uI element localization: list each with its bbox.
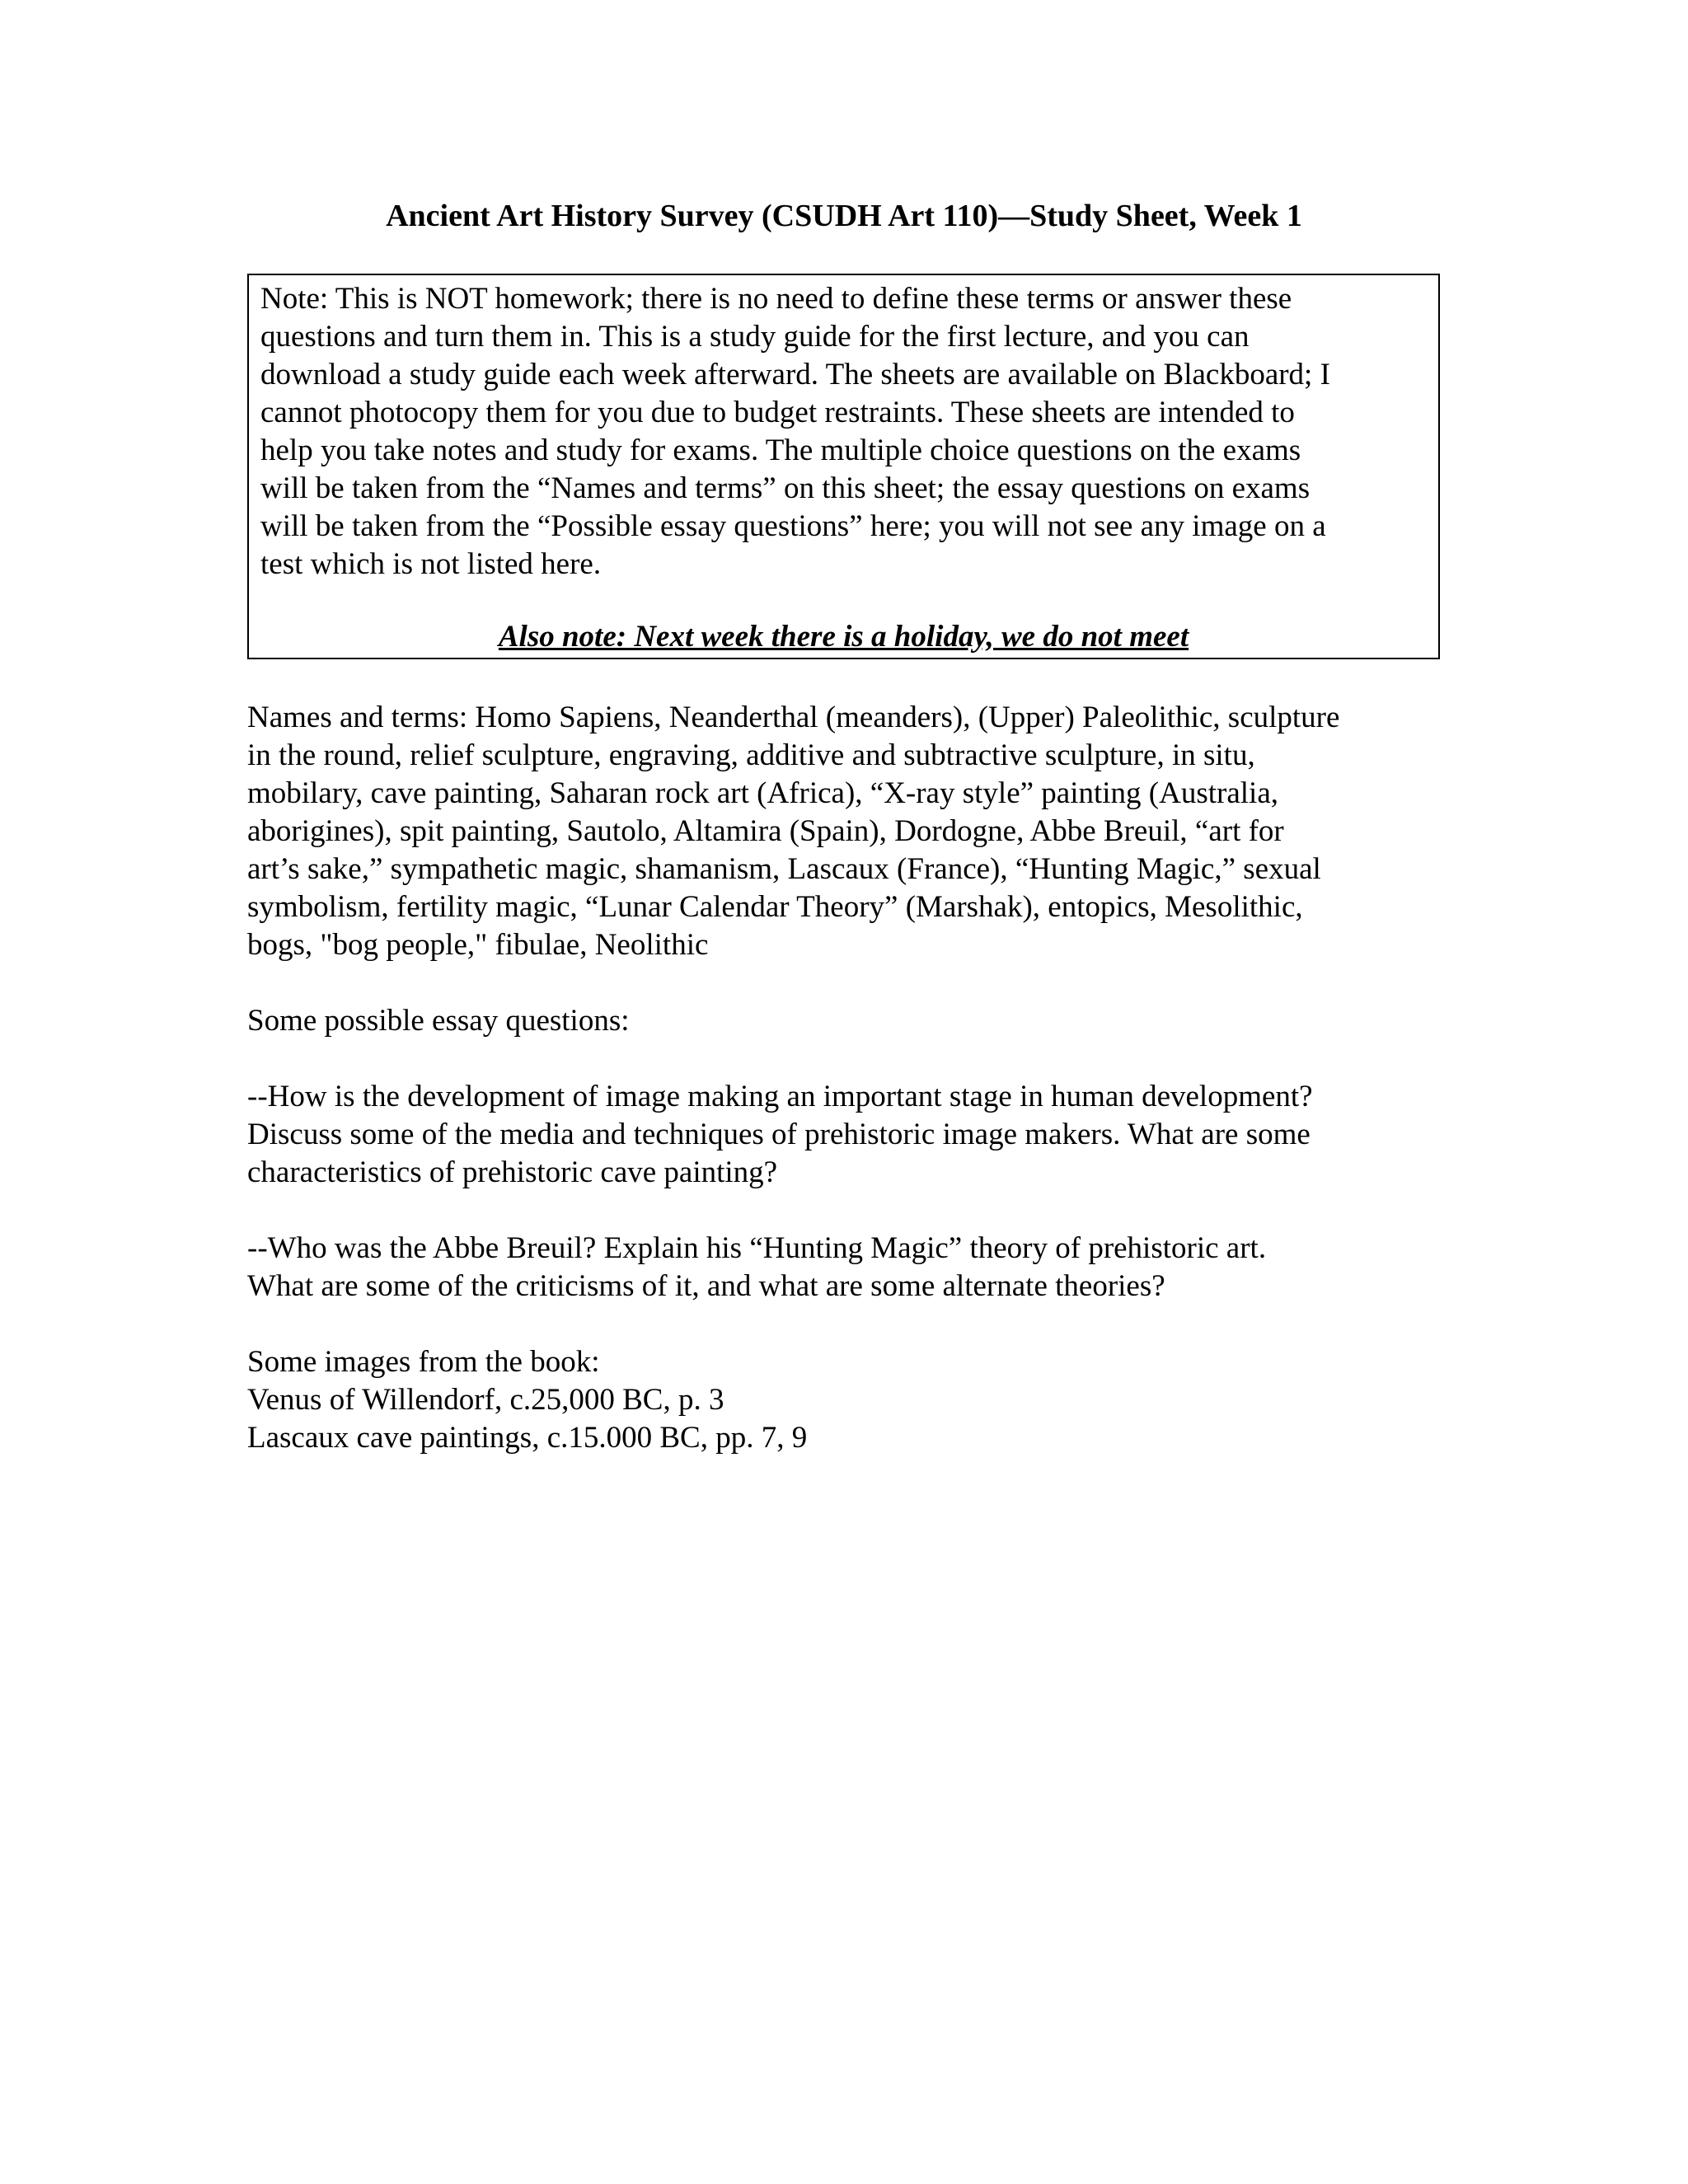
note-line: Note: This is NOT homework; there is no need to define these terms or answer these [260,282,1292,316]
document-title: Ancient Art History Survey (CSUDH Art 110)—Study Sheet, Week 1 [386,199,1302,233]
image-list-item: Lascaux cave paintings, c.15.000 BC, pp. 7, 9 [247,1421,808,1455]
terms-line: in the round, relief sculpture, engraving, additive and subtractive sculpture, in situ, [247,738,1255,772]
image-list-item: Venus of Willendorf, c.25,000 BC, p. 3 [247,1383,724,1417]
essay-line: What are some of the criticisms of it, and what are some alternate theories? [247,1269,1165,1303]
note-paragraph [260,280,1427,583]
note-line: cannot photocopy them for you due to budget restraints. These sheets are intended to [260,396,1295,429]
names-and-terms [247,699,1451,964]
holiday-note: Also note: Next week there is a holiday, we do not meet [498,620,1189,654]
note-line: download a study guide each week afterward. The sheets are available on Blackboard; I [260,358,1330,391]
note-box [247,274,1440,659]
images-heading: Some images from the book: [247,1345,600,1379]
terms-line: Names and terms: Homo Sapiens, Neanderthal (meanders), (Upper) Paleolithic, sculpture [247,701,1340,734]
essay-questions-heading: Some possible essay questions: [247,1004,630,1038]
note-line: test which is not listed here. [260,547,602,581]
terms-line: bogs, "bog people," fibulae, Neolithic [247,928,709,962]
essay-question-1 [247,1078,1451,1192]
terms-line: art’s sake,” sympathetic magic, shamanism, Lascaux (France), “Hunting Magic,” sexual [247,852,1321,886]
essay-line: characteristics of prehistoric cave painting? [247,1155,778,1189]
note-line: help you take notes and study for exams. The multiple choice questions on the exams [260,434,1301,467]
terms-line: aborigines), spit painting, Sautolo, Altamira (Spain), Dordogne, Abbe Breuil, “art for [247,814,1284,848]
terms-line: symbolism, fertility magic, “Lunar Calendar Theory” (Marshak), entopics, Mesolithic, [247,890,1303,924]
essay-line: Discuss some of the media and techniques of prehistoric image makers. What are some [247,1118,1311,1151]
essay-line: --How is the development of image making an important stage in human development? [247,1080,1313,1113]
images-section [247,1343,1451,1457]
note-line: will be taken from the “Possible essay questions” here; you will not see any image on a [260,509,1326,543]
note-line: questions and turn them in. This is a study guide for the first lecture, and you can [260,320,1250,354]
note-line: will be taken from the “Names and terms” on this sheet; the essay questions on exams [260,471,1311,505]
essay-question-2 [247,1230,1451,1305]
terms-line: mobilary, cave painting, Saharan rock art (Africa), “X-ray style” painting (Australia, [247,776,1278,810]
essay-line: --Who was the Abbe Breuil? Explain his “Hunting Magic” theory of prehistoric art. [247,1231,1267,1265]
